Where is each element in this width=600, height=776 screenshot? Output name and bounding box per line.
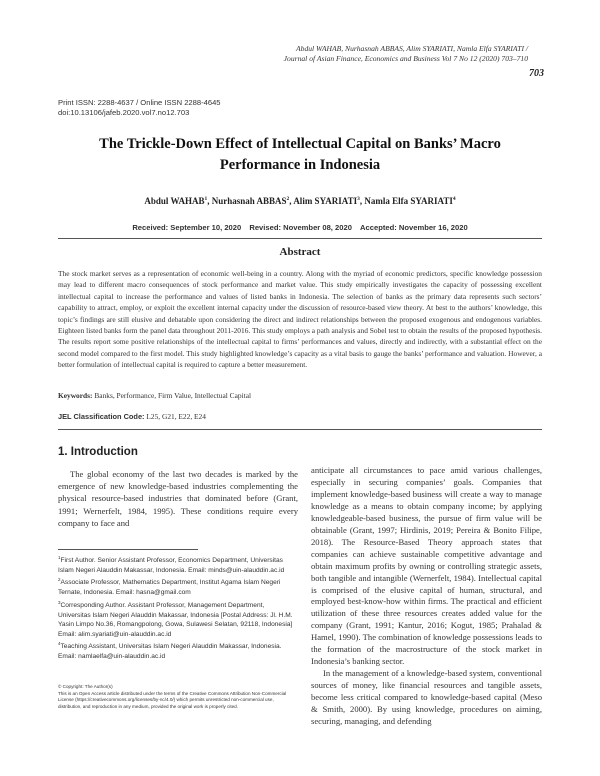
intro-paragraph-2: anticipate all circumstances to pace amid various challenges, especially in securing companies’ goals. Companies that implement knowledge-based business will create a way to manage knowledge as a means to obtain company income; by applying knowledgeable-based business, the pursue of firm value will be obtainable (Grant, 1997; Hirdinis, 2019; Pereira & Bonito Filipe, 2018). The Resource-Based Theory approach states that companies can achieve sustainable competitive advantage and obtain maximum profits by owning or controlling strategic assets, both tangible and intangible (Wernerfelt, 1984). Intellectual capital is comprised of the elusive capital of human, structural, and employed best-know-how within firms. The practical and efficient utilization of these three resources creates added value for the company (Grant, 1991; Kantur, 2016; Kogut, 1985; Prahalad & Hamel, 1990). The combination of knowledge possessions leads to the formation of the macrostructure of the stock market in Indonesia’s banking sector. [311, 465, 542, 667]
footnotes [58, 553, 298, 662]
footnote-text: Associate Professor, Mathematics Department, Institut Agama Islam Negeri Ternate, Indonesia. Email: hasna@gmail.com [58, 579, 281, 597]
footnote-rule [58, 549, 198, 550]
doi-line: doi:10.13106/jafeb.2020.vol7.no12.703 [58, 108, 190, 117]
keywords-label: Keywords: [58, 391, 93, 400]
revised-date: Revised: November 08, 2020 [249, 223, 352, 232]
left-column [58, 468, 298, 529]
right-column [311, 465, 542, 728]
submission-dates [60, 223, 540, 232]
footnote-mark: 2 [58, 577, 61, 583]
author-mark: 1 [204, 196, 208, 202]
author-name: Namla Elfa SYARIATI [364, 196, 453, 206]
footnote-item [58, 553, 298, 575]
footnote-mark: 1 [58, 555, 61, 560]
author-mark: 3 [357, 196, 360, 202]
copyright-notice [58, 684, 298, 710]
author-mark: 4 [452, 196, 456, 202]
footnote-text: Corresponding Author. Assistant Professor, Management Department, Universitas Islam Negeri Alauddin Makassar, Indonesia [Postal Address: Jl. H.M. Yasin Limpo No.36, Romangpolong, Gowa, Sulawesi Selatan, 92118, Indonesia] Email: alim.syariati@uin-alauddin.ac.id [58, 601, 293, 638]
received-date: Received: September 10, 2020 [132, 223, 242, 232]
paper-title-line-2: Performance in Indonesia [219, 157, 381, 173]
introduction-heading: 1. Introduction [58, 446, 138, 458]
author-name: Abdul WAHAB [144, 196, 205, 206]
abstract-text: The stock market serves as a representation of economic well-being in a country. Along with the myriad of economic predictors, specific knowledge possession may lead to different macro consequences of stock performance and market value. This study empirically investigates the capacity of possessing excellent intellectual capital to increase the performance and values of listed banks in Indonesia. The selection of banks as the primary data represents such sectors’ capability to attract, employ, or exploit the excellent internal capacity under the discussion of resource-based view theory. At best to the authors’ knowledge, this topic’s findings are still elusive and debatable upon considering the direct and indirect relationships between the proposed exogenous and endogenous variables. Eighteen listed banks form the panel data throughout 2011-2016. This study employs a path analysis and Sobel test to obtain the results of the proposed hypothesis. The results report some positive relationships of the intellectual capital to firms’ performances and values, directly and indirectly, with a substantial effect on the second model compared to the first model. This study highlighted knowledge’s capacity as a vital basis to gauge the banks’ performance and valuation. However, a better formulation of intellectual capital is required to capture a better measurement. [58, 269, 542, 370]
jel-value: L25, G21, E22, E24 [146, 412, 206, 421]
intro-paragraph-1: The global economy of the last two decades is marked by the emergence of new knowledge-based industries complementing the physical resource-based industries that dominated before (Grant, 1991; Wernerfelt, 1984, 1995). These conditions require every company to face and [58, 469, 298, 528]
author-name: Nurhasnah ABBAS [211, 196, 287, 206]
paper-title-line-1: The Trickle-Down Effect of Intellectual Capital on Banks’ Macro [99, 136, 501, 152]
abstract-top-rule [58, 238, 542, 239]
intro-paragraph-3: In the management of a knowledge-based system, conventional sources of money, like financial resources and tangible assets, become less critical compared to knowledge-based capital (Meso & Smith, 2000). By using knowledge, procedures on aiming, securing, managing, and defending [311, 668, 542, 727]
abstract-heading: Abstract [279, 246, 321, 258]
page-number: 703 [529, 68, 544, 79]
author-separator: , [289, 196, 294, 206]
author-separator: , [207, 196, 212, 206]
footnote-mark: 3 [58, 599, 61, 605]
footnote-item [58, 639, 298, 661]
running-header-authors: Abdul WAHAB, Nurhasnah ABBAS, Alim SYARIATI, Namla Elfa SYARIATI / [296, 44, 528, 53]
footnote-text: Teaching Assistant, Universitas Islam Negeri Alauddin Makassar, Indonesia. Email: namlaelfa@uin-alauddin.ac.id [58, 643, 282, 661]
jel-classification [58, 412, 542, 421]
running-header-journal: Journal of Asian Finance, Economics and Business Vol 7 No 12 (2020) 703–710 [283, 54, 528, 63]
copyright-line: © Copyright: The Author(s) [58, 684, 113, 689]
license-text: This is an Open Access article distributed under the terms of the Creative Commons Attribution Non-Commercial License (https://creativecommons.org/licenses/by-nc/4.0/) which permits unrestricted non-commercial use, distribution, and reproduction in any medium, provided the original work is properly cited. [58, 690, 287, 709]
keywords-value: Banks, Performance, Firm Value, Intellectual Capital [94, 391, 252, 400]
keywords [58, 391, 542, 400]
author-list [60, 196, 540, 206]
author-name: Alim SYARIATI [293, 196, 358, 206]
footnote-mark: 4 [58, 641, 61, 647]
abstract-bottom-rule [58, 429, 542, 430]
accepted-date: Accepted: November 16, 2020 [360, 223, 468, 232]
paper-title [60, 134, 540, 176]
author-separator: , [359, 196, 365, 206]
author-mark: 2 [286, 196, 290, 202]
issn-line: Print ISSN: 2288-4637 / Online ISSN 2288-4645 [58, 98, 221, 107]
jel-label: JEL Classification Code: [58, 412, 145, 421]
footnote-item [58, 598, 298, 640]
footnote-item [58, 575, 298, 597]
footnote-text: First Author. Senior Assistant Professor, Economics Department, Universitas Islam Negeri Alauddin Makassar, Indonesia. Email: minds@uin-alauddin.ac.id [58, 557, 285, 574]
